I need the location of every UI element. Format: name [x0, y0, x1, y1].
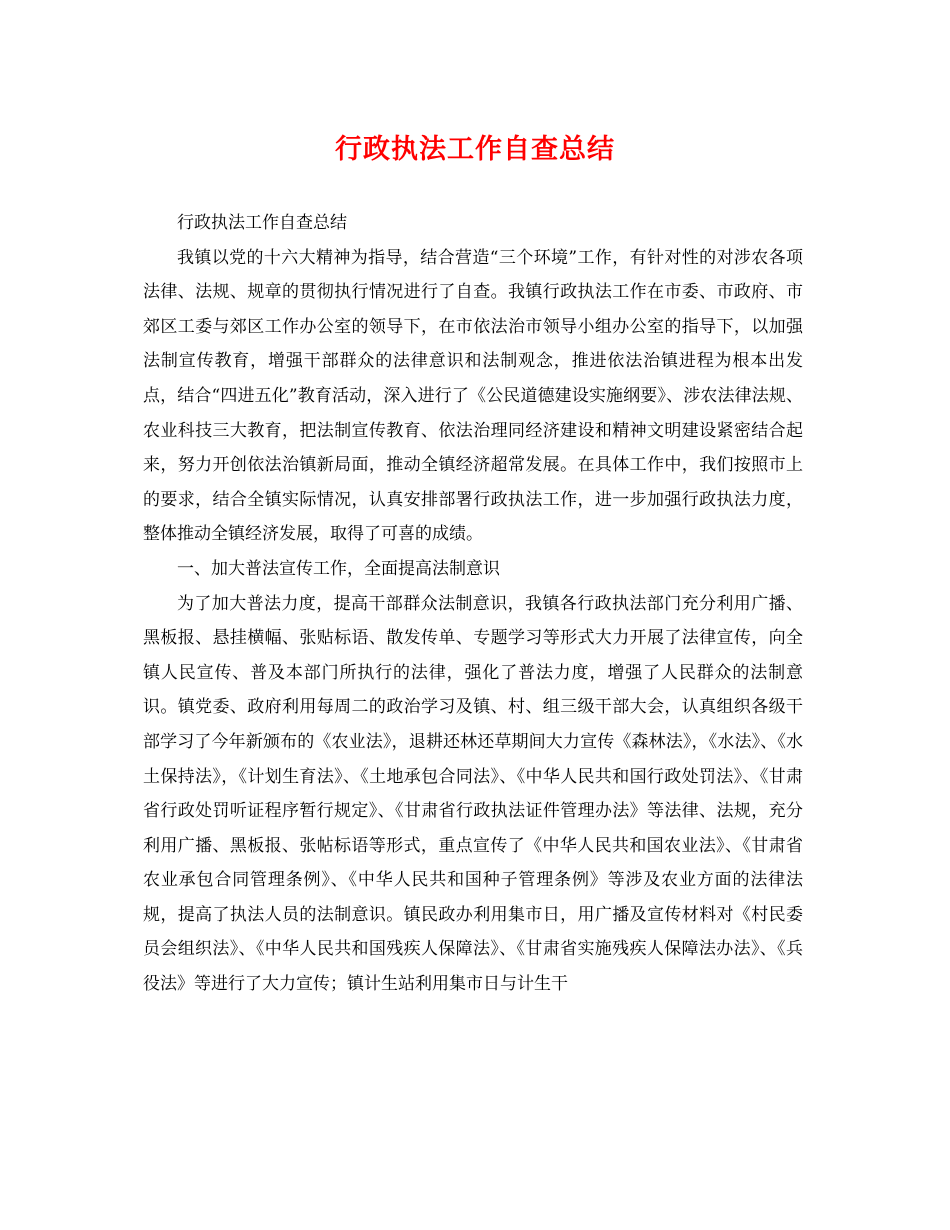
document-body — [143, 206, 803, 1002]
section-heading-1: 一、加大普法宣传工作，全面提高法制意识 — [177, 558, 500, 579]
paragraph-section-1: 为了加大普法力度，提高干部群众法制意识，我镇各行政执法部门充分利用广播、黑板报、悬挂横幅、张贴标语、散发传单、专题学习等形式大力开展了法律宣传，向全镇人民宣传、普及本部门所执行的法律，强化了普法力度，增强了人民群众的法制意识。镇党委、政府利用每周二的政治学习及镇、村、组三级干部大会，认真组织各级干部学习了今年新颁布的《农业法》，退耕还林还草期间大力宣传《森林法》，《水法》、《水土保持法》，《计划生育法》、《土地承包合同法》、《中华人民共和国行政处罚法》、《甘肃省行政处罚听证程序暂行规定》、《甘肃省行政执法证件管理办法》等法律、法规，充分利用广播、黑板报、张帖标语等形式，重点宣传了《中华人民共和国农业法》、《甘肃省农业承包合同管理条例》、《中华人民共和国种子管理条例》等涉及农业方面的法律法规，提高了执法人员的法制意识。镇民政办利用集市日，用广播及宣传材料对《村民委员会组织法》、《中华人民共和国残疾人保障法》、《甘肃省实施残疾人保障法办法》、《兵役法》等进行了大力宣传；镇计生站利用集市日与计生干 — [143, 593, 803, 995]
paragraph-intro: 我镇以党的十六大精神为指导，结合营造“三个环境”工作，有针对性的对涉农各项法律、法规、规章的贯彻执行情况进行了自查。我镇行政执法工作在市委、市政府、市郊区工委与郊区工作办公室的领导下，在市依法治市领导小组办公室的指导下，以加强法制宣传教育，增强干部群众的法律意识和法制观念，推进依法治镇进程为根本出发点，结合“四进五化”教育活动，深入进行了《公民道德建设实施纲要》、涉农法律法规、农业科技三大教育，把法制宣传教育、依法治理同经济建设和精神文明建设紧密结合起来，努力开创依法治镇新局面，推动全镇经济超常发展。在具体工作中，我们按照市上的要求，结合全镇实际情况，认真安排部署行政执法工作，进一步加强行政执法力度，整体推动全镇经济发展，取得了可喜的成绩。 — [143, 247, 803, 545]
paragraph-subtitle: 行政执法工作自查总结 — [177, 213, 347, 233]
document-title: 行政执法工作自查总结 — [335, 134, 615, 165]
